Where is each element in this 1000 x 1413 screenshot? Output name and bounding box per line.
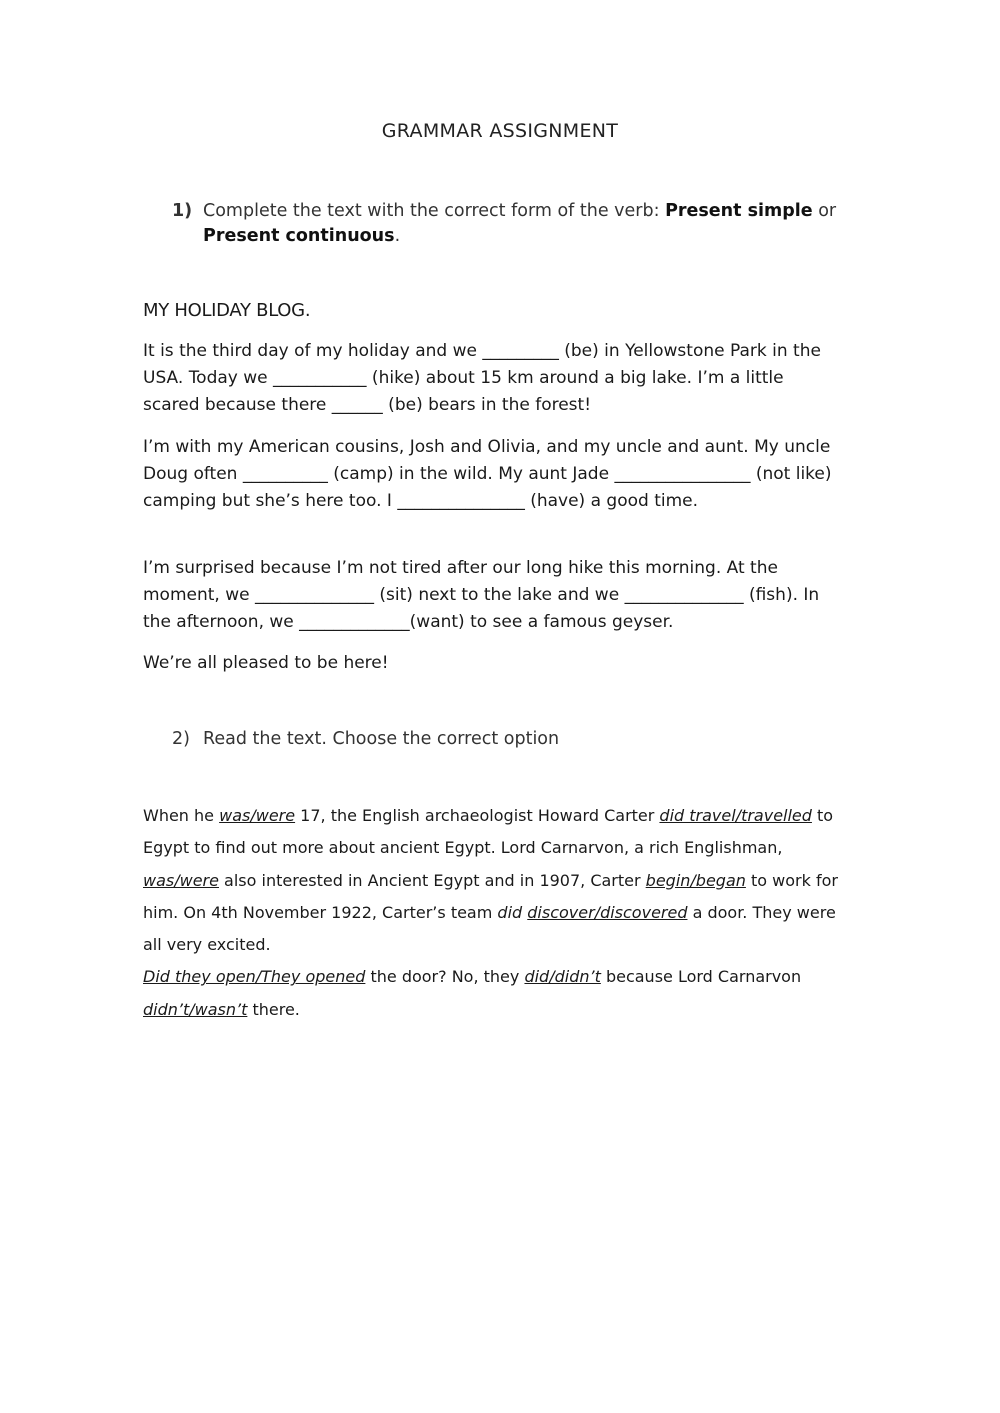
- option-prefix: did: [497, 902, 523, 922]
- option-choice[interactable]: was/were: [143, 870, 219, 890]
- reading-text: When he was/were 17, the English archaeologist Howard Carter did travel/travelled to Egypt to find out more about ancient Egypt. Lord Carnarvon, a rich Englishman, was/were also interested in Ancient Egypt and in 1907, Carter begin/began to work for him. On 4th November 1922, Carter’s team did discover/discovered a door. They were all very excited. Did they open/They opened the door? No, they did/didn’t because Lord Carnarvon didn’t/wasn’t there.: [143, 806, 838, 1019]
- option-choice[interactable]: discover/discovered: [527, 902, 688, 922]
- answer-blank[interactable]: ______________: [255, 585, 374, 605]
- blog-paragraph-4: We’re all pleased to be here!: [143, 653, 389, 673]
- option-choice[interactable]: begin/began: [645, 870, 746, 890]
- option-choice[interactable]: was/were: [219, 806, 296, 825]
- option-choice[interactable]: didn’t/wasn’t: [143, 999, 248, 1019]
- answer-blank[interactable]: _______________: [397, 491, 525, 511]
- option-choice[interactable]: did travel/travelled: [659, 806, 812, 825]
- question-1: [172, 199, 852, 249]
- page-title: GRAMMAR ASSIGNMENT: [381, 120, 619, 142]
- option-choice[interactable]: Did they open/They opened: [143, 967, 366, 987]
- blog-paragraph-2: I’m with my American cousins, Josh and Olivia, and my uncle and aunt. My uncle Doug often __________ (camp) in the wild. My aunt Jade ________________ (not like) camping but she’s here too. I _______________ (have) a good time.: [143, 437, 832, 511]
- question-number: 1): [172, 201, 193, 221]
- question-number: 2): [172, 729, 190, 749]
- blog-paragraph-1: It is the third day of my holiday and we _________ (be) in Yellowstone Park in the USA. Today we ___________ (hike) about 15 km around a big lake. I’m a little scared because there ______ (be) bears in the forest!: [143, 341, 821, 415]
- answer-blank[interactable]: ______: [331, 395, 383, 415]
- answer-blank[interactable]: ________________: [614, 464, 751, 484]
- answer-blank[interactable]: _________: [482, 341, 559, 361]
- answer-blank[interactable]: ___________: [273, 368, 367, 388]
- question-2: [172, 729, 559, 749]
- blog-title: MY HOLIDAY BLOG.: [143, 300, 311, 321]
- blog-paragraph-3: I’m surprised because I’m not tired after our long hike this morning. At the moment, we ______________ (sit) next to the lake and we ______________ (fish). In the afternoon, we _____________(want) to see a famous geyser.: [143, 558, 820, 632]
- question-1-instruction: Complete the text with the correct form of the verb: Present simple or Present continuous.: [203, 201, 837, 246]
- answer-blank[interactable]: _____________: [299, 612, 410, 632]
- answer-blank[interactable]: __________: [242, 464, 328, 484]
- question-2-instruction: Read the text. Choose the correct option: [203, 729, 560, 749]
- answer-blank[interactable]: ______________: [624, 585, 744, 605]
- option-choice[interactable]: did/didn’t: [524, 967, 601, 987]
